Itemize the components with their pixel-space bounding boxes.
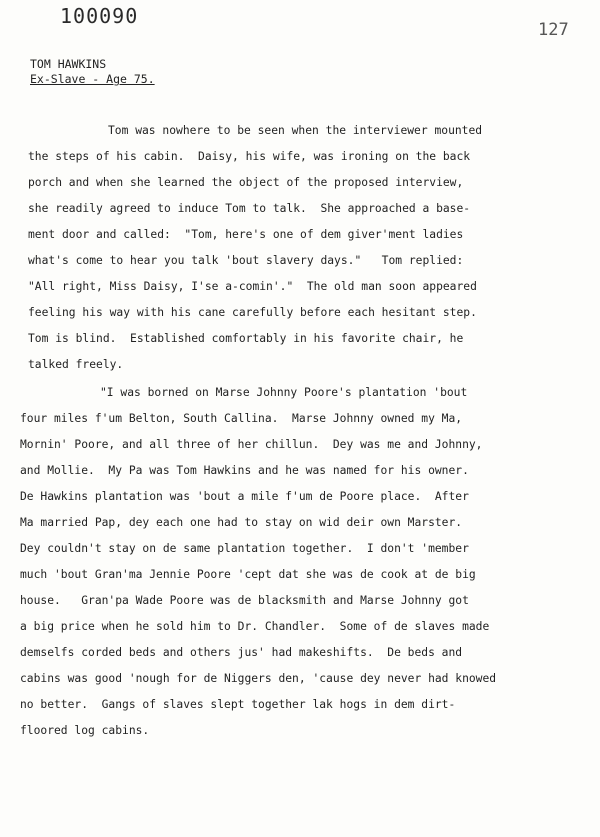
text-line: ment door and called: "Tom, here's one of dem giver'ment ladies — [28, 228, 464, 241]
text-line: Ma married Pap, dey each one had to stay on wid deir own Marster. — [20, 516, 463, 529]
text-line: "I was borned on Marse Johnny Poore's plantation 'bout — [100, 386, 468, 399]
text-line: what's come to hear you talk 'bout slavery days." Tom replied: — [28, 254, 464, 267]
interviewee-subtitle: Ex-Slave - Age 75. — [30, 72, 155, 86]
text-line: porch and when she learned the object of the proposed interview, — [28, 176, 464, 189]
text-line: house. Gran'pa Wade Poore was de blacksmith and Marse Johnny got — [20, 594, 469, 607]
text-line: much 'bout Gran'ma Jennie Poore 'cept dat she was de cook at de big — [20, 568, 476, 581]
text-line: cabins was good 'nough for de Niggers den, 'cause dey never had knowed — [20, 672, 497, 685]
text-line: feeling his way with his cane carefully before each hesitant step. — [28, 306, 477, 319]
text-line: Tom is blind. Established comfortably in his favorite chair, he — [28, 332, 464, 345]
document-stamp-number: 100090 — [60, 4, 139, 28]
text-line: the steps of his cabin. Daisy, his wife, was ironing on the back — [28, 150, 471, 163]
page-number: 127 — [538, 20, 569, 40]
text-line: floored log cabins. — [20, 724, 150, 737]
text-line: no better. Gangs of slaves slept together lak hogs in dem dirt- — [20, 698, 456, 711]
text-line: talked freely. — [28, 358, 124, 371]
text-line: Dey couldn't stay on de same plantation together. I don't 'member — [20, 542, 469, 555]
text-line: "All right, Miss Daisy, I'se a-comin'." The old man soon appeared — [28, 280, 477, 293]
text-line: four miles f'um Belton, South Callina. Marse Johnny owned my Ma, — [20, 412, 463, 425]
interviewee-name: TOM HAWKINS — [30, 57, 107, 71]
text-line: Mornin' Poore, and all three of her chillun. Dey was me and Johnny, — [20, 438, 483, 451]
text-line: she readily agreed to induce Tom to talk. She approached a base- — [28, 202, 471, 215]
text-line: and Mollie. My Pa was Tom Hawkins and he was named for his owner. — [20, 464, 469, 477]
text-line: demselfs corded beds and others jus' had makeshifts. De beds and — [20, 646, 463, 659]
text-line: De Hawkins plantation was 'bout a mile f'um de Poore place. After — [20, 490, 469, 503]
text-line: a big price when he sold him to Dr. Chandler. Some of de slaves made — [20, 620, 490, 633]
text-line: Tom was nowhere to be seen when the interviewer mounted — [108, 124, 483, 137]
